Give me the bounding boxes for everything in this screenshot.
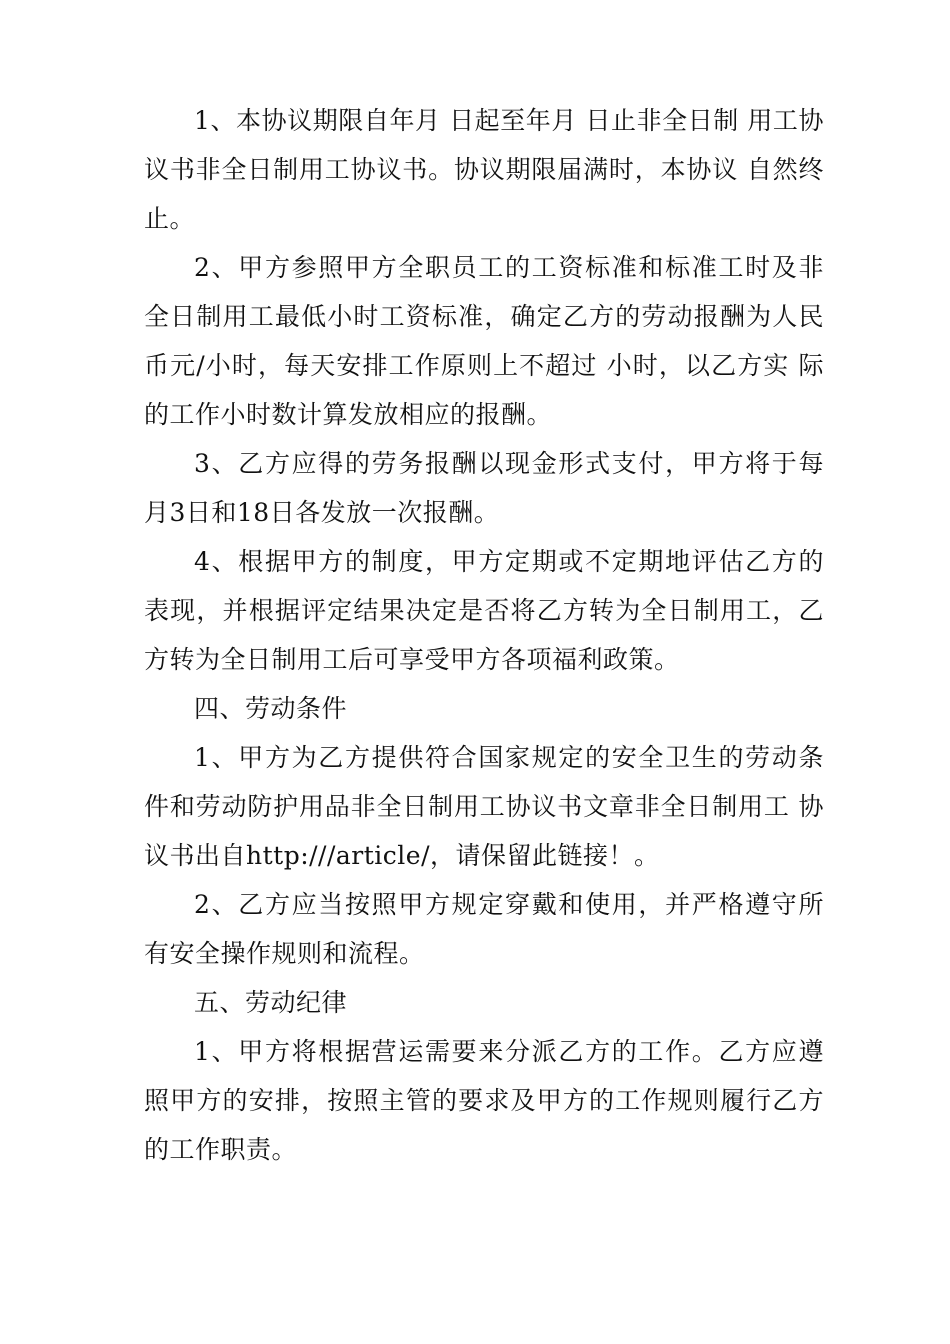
section-heading-working-conditions: 四、劳动条件 (194, 694, 348, 723)
paragraph-safety-conditions: 1、甲方为乙方提供符合国家规定的安全卫生的劳动条 件和劳动防护用品非全日制用工协议书文章非全日制用工 协议书出自http:///article/，请保留此链接！。 (144, 743, 824, 870)
paragraph-evaluation: 4、根据甲方的制度，甲方定期或不定期地评估乙方的 表现，并根据评定结果决定是否将乙方转为全日制用工，乙 方转为全日制用工后可享受甲方各项福利政策。 (144, 547, 824, 674)
document-body (144, 96, 824, 1174)
section-heading-labor-discipline: 五、劳动纪律 (194, 988, 348, 1017)
paragraph-term: 1、本协议期限自年月 日起至年月 日止非全日制 用工协议书非全日制用工协议书。协议期限届满时，本协议 自然终止。 (144, 106, 824, 233)
paragraph-safety-rules: 2、乙方应当按照甲方规定穿戴和使用，并严格遵守所 有安全操作规则和流程。 (144, 890, 824, 968)
paragraph-wage-standard: 2、甲方参照甲方全职员工的工资标准和标准工时及非 全日制用工最低小时工资标准，确定乙方的劳动报酬为人民 币元/小时，每天安排工作原则上不超过 小时，以乙方实 际的工作小时数计算发放相应的报酬。 (144, 253, 824, 429)
paragraph-work-assignment: 1、甲方将根据营运需要来分派乙方的工作。乙方应遵 照甲方的安排，按照主管的要求及甲方的工作规则履行乙方 的工作职责。 (144, 1037, 824, 1164)
paragraph-payment: 3、乙方应得的劳务报酬以现金形式支付，甲方将于每 月3日和18日各发放一次报酬。 (144, 449, 824, 527)
